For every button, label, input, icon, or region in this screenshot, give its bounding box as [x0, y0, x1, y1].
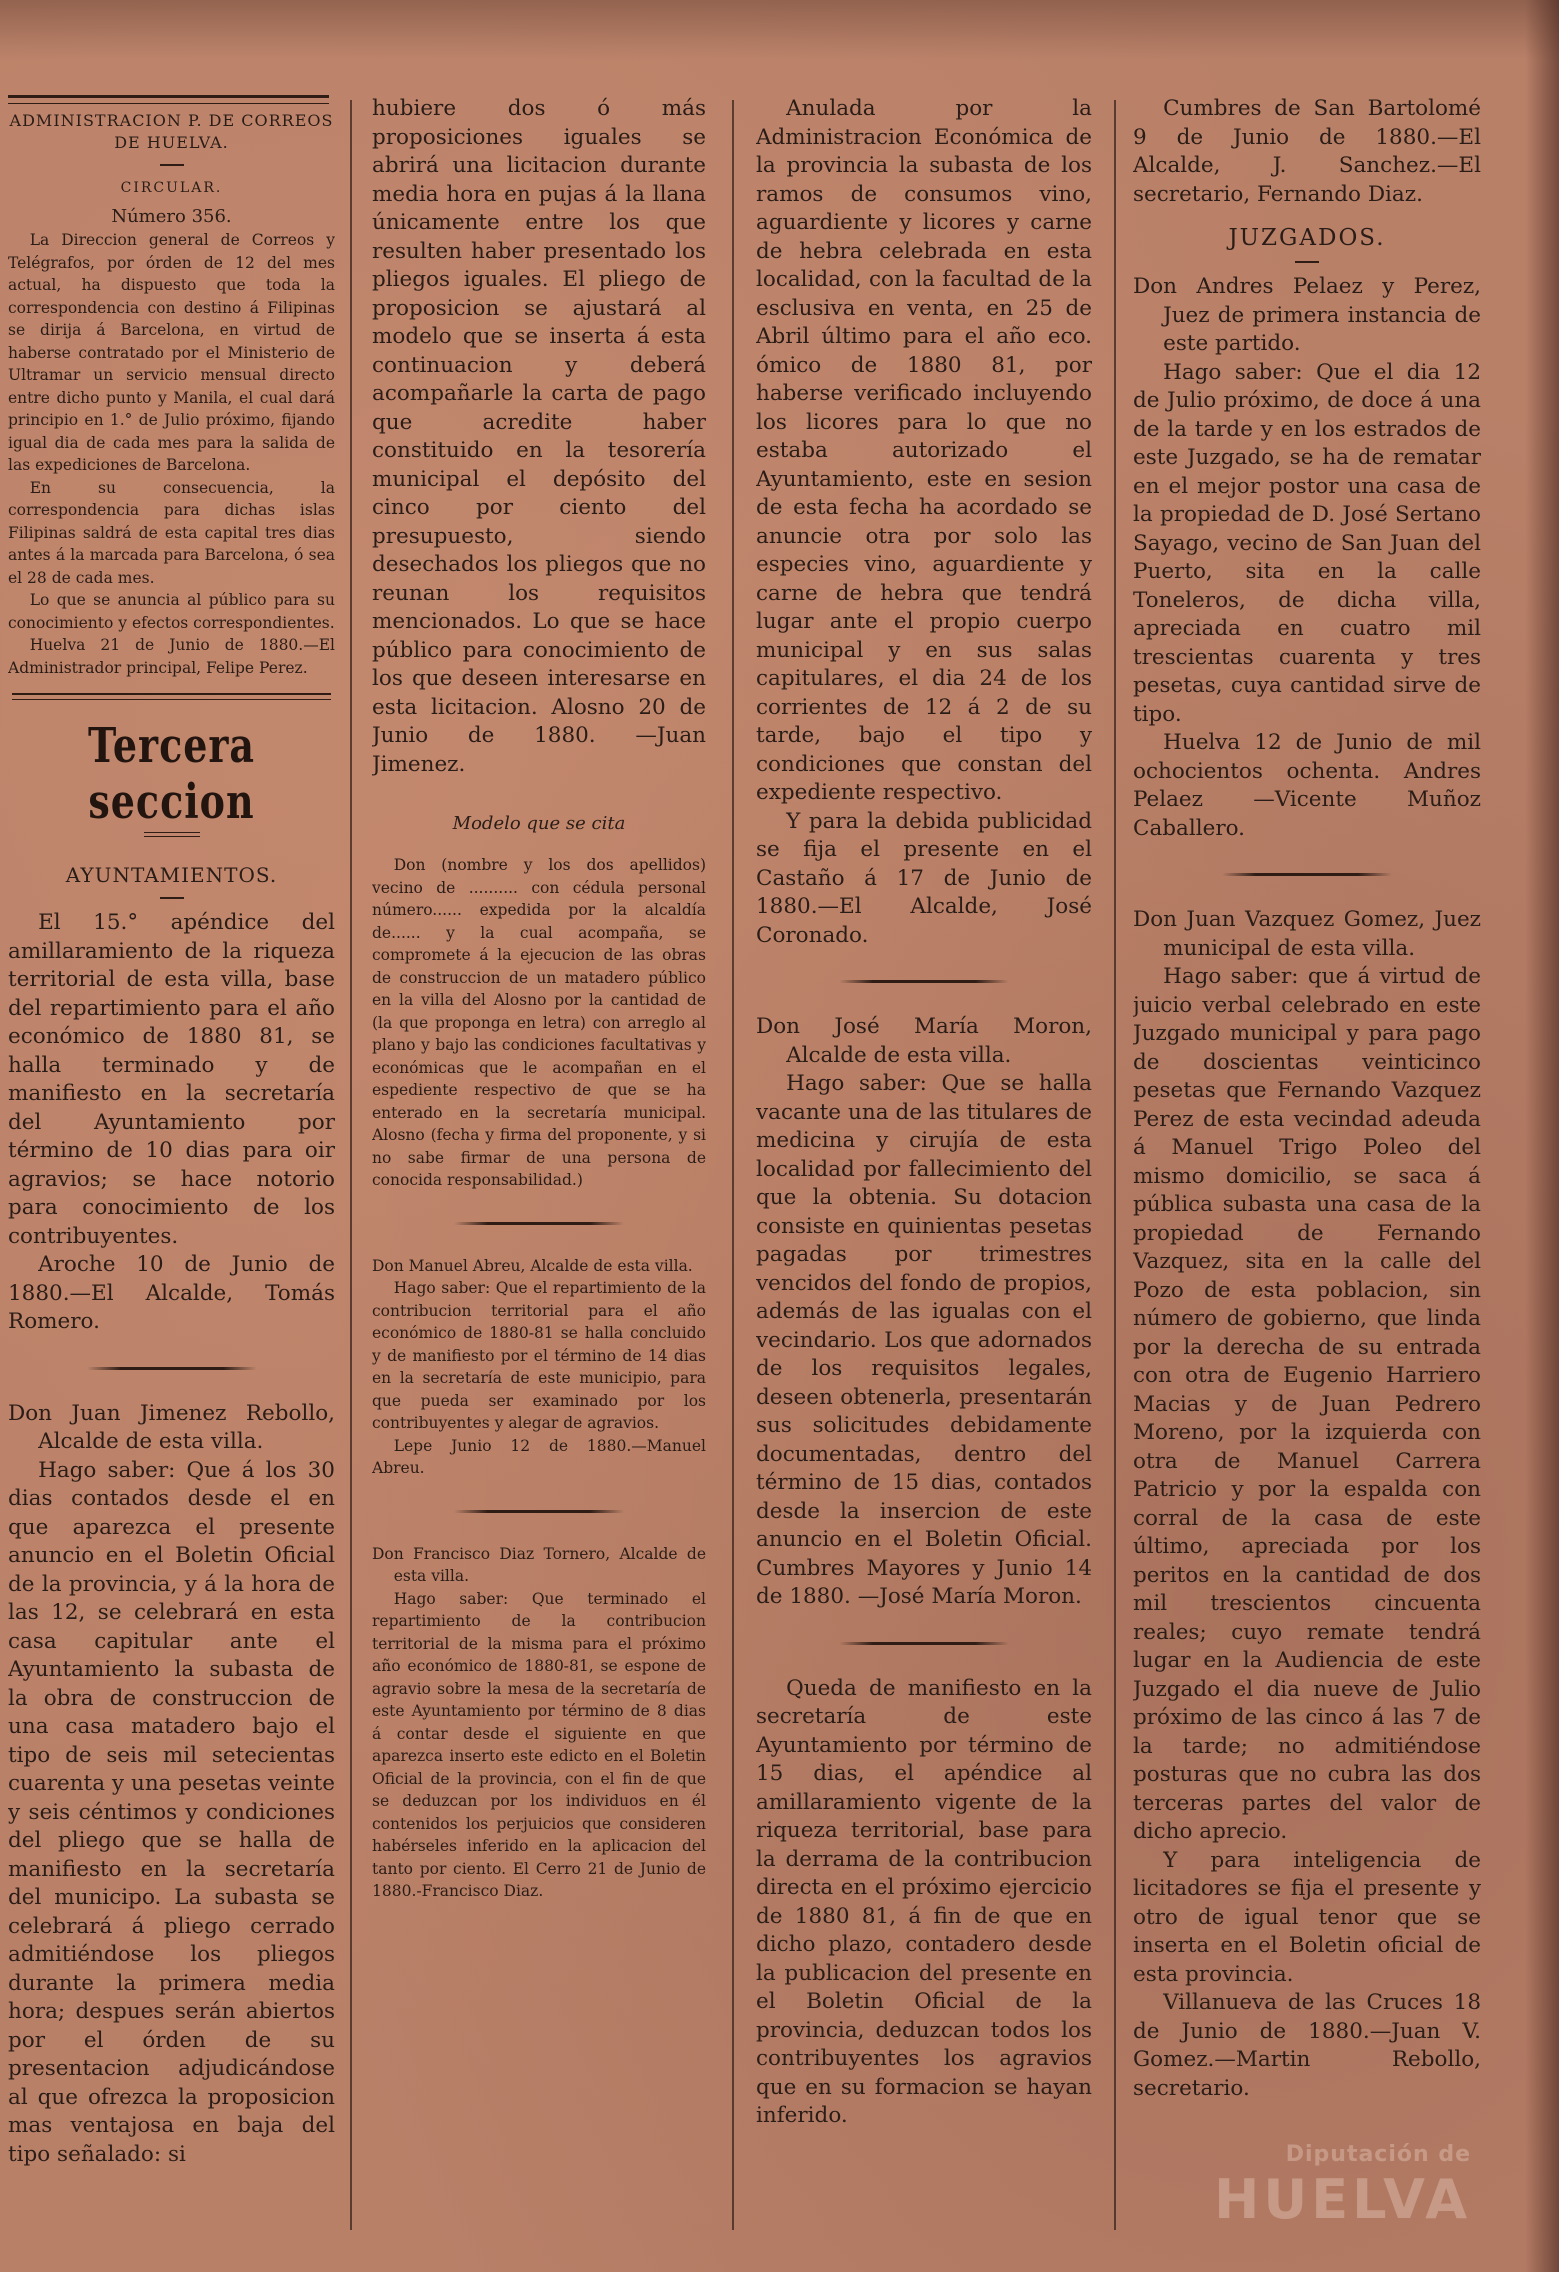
notice-separator — [839, 980, 1009, 983]
dash-ornament — [160, 164, 184, 166]
circular-number: Número 356. — [111, 206, 232, 227]
ornament-rule — [144, 832, 200, 837]
watermark-line2: HUELVA — [1214, 2168, 1471, 2231]
column-1 — [8, 95, 335, 2232]
page-top-shadow — [0, 0, 1559, 60]
section-rule — [12, 693, 331, 700]
column-divider — [350, 100, 352, 2230]
header-rule — [8, 95, 329, 104]
notice-paragraph: El 15.° apéndice del amillaramiento de la riqueza territorial de esta villa, base del repartimiento para el año económico de 1880 81, se halla terminado y de manifiesto en la secretaría del Ayuntamiento por término de 10 dias para oir agravios; se hace notorio para conocimiento de los contribuyentes. — [8, 910, 335, 1249]
column-2 — [372, 95, 706, 2232]
notice-paragraph: Y para inteligencia de licitadores se fija el presente y otro de igual tenor que se inserta en el Boletin oficial de esta provincia. — [1133, 1847, 1481, 1987]
dash-ornament — [1295, 261, 1319, 263]
column-3 — [756, 95, 1092, 2232]
notice-separator — [87, 1367, 257, 1370]
modelo-heading: Modelo que se cita — [452, 813, 626, 834]
notice-heading: Don Juan Vazquez Gomez, Juez municipal de esta villa. — [1133, 907, 1481, 961]
juzgados-heading: JUZGADOS. — [1228, 225, 1386, 251]
circular-paragraph: En su consecuencia, la correspondencia para dichas islas Filipinas saldrá de esta capital tres dias antes á la marcada para Barcelona, ó sea el 28 de cada mes. — [8, 478, 335, 587]
section-title: Tercera seccion — [87, 716, 256, 830]
notice-heading: Don Manuel Abreu, Alcalde de esta villa. — [372, 1256, 693, 1275]
circular-paragraph: Lo que se anuncia al público para su conocimiento y efectos correspondientes. — [8, 591, 335, 632]
archive-watermark — [1211, 2142, 1471, 2232]
notice-paragraph: Hago saber: Que terminado el repartimiento de la contribucion territorial de la misma para el próximo año económico de 1880-81, se espone de agravio sobre la mesa de la secretaría de este Ayuntamiento por término de 8 dias á contar desde el siguiente en que aparezca inserto este edicto en el Boletin Oficial de la provincia, con el fin de que se deduzcan por los individuos en él contenidos los perjuicios que consideren habérseles inferido en la aplicacion del tanto por ciento. El Cerro 21 de Junio de 1880.-Francisco Diaz. — [372, 1589, 706, 1900]
notice-heading: Don Juan Jimenez Rebollo, Alcalde de esta villa. — [8, 1400, 335, 1454]
notice-signature: Lepe Junio 12 de 1880.—Manuel Abreu. — [372, 1436, 706, 1477]
page-edge-shadow — [1525, 0, 1559, 2272]
circular-paragraph: La Direccion general de Correos y Telégrafos, por órden de 12 del mes actual, ha dispuesto que toda la correspondencia con destino á Filipinas se dirija á Barcelona, en virtud de haberse contratado por el Ministerio de Ultramar un servicio mensual directo entre dicho punto y Manila, el cual dará principio en 1.° de Julio próximo, fijando igual dia de cada mes para la salida de las expediciones de Barcelona. — [8, 231, 335, 474]
notice-signature: Cumbres de San Bartolomé 9 de Junio de 1880.—El Alcalde, J. Sanchez.—El secretario, Fernando Diaz. — [1133, 96, 1481, 207]
notice-separator — [839, 1642, 1009, 1645]
modelo-paragraph: Don (nombre y los dos apellidos) vecino de .......... con cédula personal número...... expedida por la alcaldía de...... y la cual acompaña, se compromete á la ejecucion de las obras de construccion de un matadero público en la villa del Alosno por la cantidad de (la que proponga en letra) con arreglo al plano y bajo las condiciones facultativas y económicas que le acompañan en el espediente respectivo de que se ha enterado en la secretaría municipal. Alosno (fecha y firma del proponente, y si no sabe firmar de una persona de conocida responsabilidad.) — [372, 856, 706, 1189]
notice-signature: Aroche 10 de Junio de 1880.—El Alcalde, Tomás Romero. — [8, 1252, 335, 1334]
notice-heading: Don Andres Pelaez y Perez, Juez de primera instancia de este partido. — [1133, 274, 1481, 356]
ayuntamientos-heading: AYUNTAMIENTOS. — [65, 863, 278, 887]
notice-signature: Y para la debida publicidad se fija el presente en el Castaño á 17 de Junio de 1880.—El Alcalde, José Coronado. — [756, 808, 1092, 948]
notice-heading: Don José María Moron, Alcalde de esta villa. — [756, 1014, 1092, 1068]
notice-paragraph: Hago saber: que á virtud de juicio verbal celebrado en este Juzgado municipal y para pago de doscientas veinticinco pesetas que Fernando Vazquez Perez de esta vecindad adeuda á Manuel Trigo Poleo del mismo domicilio, se saca á pública subasta una casa de la propiedad de Fernando Vazquez, sita en la calle del Pozo de esta poblacion, sin número de gobierno, que linda por la derecha de su entrada con otra de Eugenio Harriero Macias y de Juan Pedrero Moreno, por la izquierda con otra de Manuel Carrera Patricio y por la espalda con corral de la casa de este último, apreciada por los peritos en la cantidad de dos mil trescientos cincuenta reales; cuyo remate tendrá lugar en la Audiencia de este Juzgado el dia nueve de Julio próximo de las cinco á las 7 de la tarde; no admitiéndose posturas que no cubra las dos terceras partes del valor de dicho aprecio. — [1133, 964, 1481, 1844]
notice-paragraph: hubiere dos ó más proposiciones iguales se abrirá una licitacion durante media hora en pujas á la llana únicamente entre los que resulten haber presentado los pliegos iguales. El pliego de proposicion se ajustará al modelo que se inserta á esta continuacion y deberá acompañarle la carta de pago que acredite haber constituido en la tesorería municipal el depósito del cinco por ciento del presupuesto, siendo desechados los pliegos que no reunan los requisitos mencionados. Lo que se hace público para conocimiento de los que deseen interesarse en esta licitacion. Alosno 20 de Junio de 1880. —Juan Jimenez. — [372, 96, 706, 777]
circular-signature: Huelva 21 de Junio de 1880.—El Administrador principal, Felipe Perez. — [8, 636, 335, 677]
notice-paragraph: Anulada por la Administracion Económica de la provincia la subasta de los ramos de consumos vino, aguardiente y licores y carne de hebra celebrada en esta localidad, con la facultad de la esclusiva en venta, en 25 de Abril último para el año eco. ómico de 1880 81, por haberse verificado incluyendo los licores para lo que no estaba autorizado el Ayuntamiento, este en sesion de esta fecha ha acordado se anuncie otra por solo las especies vino, aguardiente y carne de hebra que tendrá lugar ante el propio cuerpo municipal y en sus salas capitulares, el dia 24 de los corrientes de 12 á 2 de su tarde, bajo el tipo y condiciones que constan del expediente respectivo. — [756, 96, 1092, 805]
notice-paragraph: Hago saber: Que el repartimiento de la contribucion territorial para el año económico de 1880-81 se halla concluido y de manifiesto por el término de 14 dias en la secretaría de este municipio, para que pueda ser examinado por los contribuyentes y alegar de agravios. — [372, 1279, 706, 1432]
notice-separator — [454, 1510, 624, 1513]
column-divider — [1114, 100, 1116, 2230]
notice-signature: Villanueva de las Cruces 18 de Junio de 1880.—Juan V. Gomez.—Martin Rebollo, secretario. — [1133, 1990, 1481, 2101]
notice-heading: Don Francisco Diaz Tornero, Alcalde de esta villa. — [372, 1544, 706, 1585]
notice-separator — [1222, 873, 1392, 876]
column-4 — [1133, 95, 1481, 2232]
watermark-line1: Diputación de — [1285, 2142, 1471, 2167]
notice-paragraph: Hago saber: Que el dia 12 de Julio próximo, de doce á una de la tarde y en los estrados de este Juzgado, se ha de rematar en el mejor postor una casa de la propiedad de D. José Sertano Sayago, vecino de San Juan del Puerto, sita en la calle Toneleros, de dicha villa, apreciada en cuatro mil trescientas cuarenta y tres pesetas, cuya cantidad sirve de tipo. — [1133, 359, 1481, 727]
notice-paragraph: Hago saber: Que se halla vacante una de las titulares de medicina y cirujía de esta localidad por fallecimiento del que la obtenia. Su dotacion consiste en quinientas pesetas pagadas por trimestres vencidos del fondo de propios, además de las igualas con el vecindario. Los que adornados de los requisitos legales, deseen obtenerla, presentarán sus solicitudes debidamente documentadas, dentro del término de 15 dias, contados desde la insercion de este anuncio en el Boletin Oficial. Cumbres Mayores y Junio 14 de 1880. —José María Moron. — [756, 1071, 1092, 1609]
notice-paragraph: Queda de manifiesto en la secretaría de este Ayuntamiento por término de 15 dias, el apéndice al amillaramiento vigente de la riqueza territorial, base para la derrama de la contribucion directa en el próximo ejercicio de 1880 81, á fin de que en dicho plazo, contadero desde la publicacion del presente en el Boletin Oficial de la provincia, deduzcan todos los contribuyentes los agravios que en su formacion se hayan inferido. — [756, 1675, 1092, 2128]
circular-caption: CIRCULAR. — [120, 180, 223, 196]
correos-header-city: DE HUELVA. — [114, 133, 229, 152]
correos-header: ADMINISTRACION P. DE CORREOS — [9, 111, 334, 130]
dash-ornament — [160, 897, 184, 899]
notice-signature: Huelva 12 de Junio de mil ochocientos ochenta. Andres Pelaez —Vicente Muñoz Caballero. — [1133, 730, 1481, 841]
notice-separator — [454, 1222, 624, 1225]
notice-paragraph: Hago saber: Que á los 30 dias contados desde el en que aparezca el presente anuncio en el Boletin Oficial de la provincia, y á la hora de las 12, se celebrará en esta casa capitular ante el Ayuntamiento la subasta de la obra de construccion de una casa matadero bajo el tipo de seis mil setecientas cuarenta y una pesetas veinte y seis céntimos y condiciones del pliego que se halla de manifiesto en la secretaría del municipo. La subasta se celebrará á pliego cerrado admitiéndose los pliegos durante la primera media hora; despues serán abiertos por el órden de su presentacion adjudicándose al que ofrezca la proposicion mas ventajosa en baja del tipo señalado: si — [8, 1457, 335, 2167]
column-divider — [732, 100, 734, 2230]
